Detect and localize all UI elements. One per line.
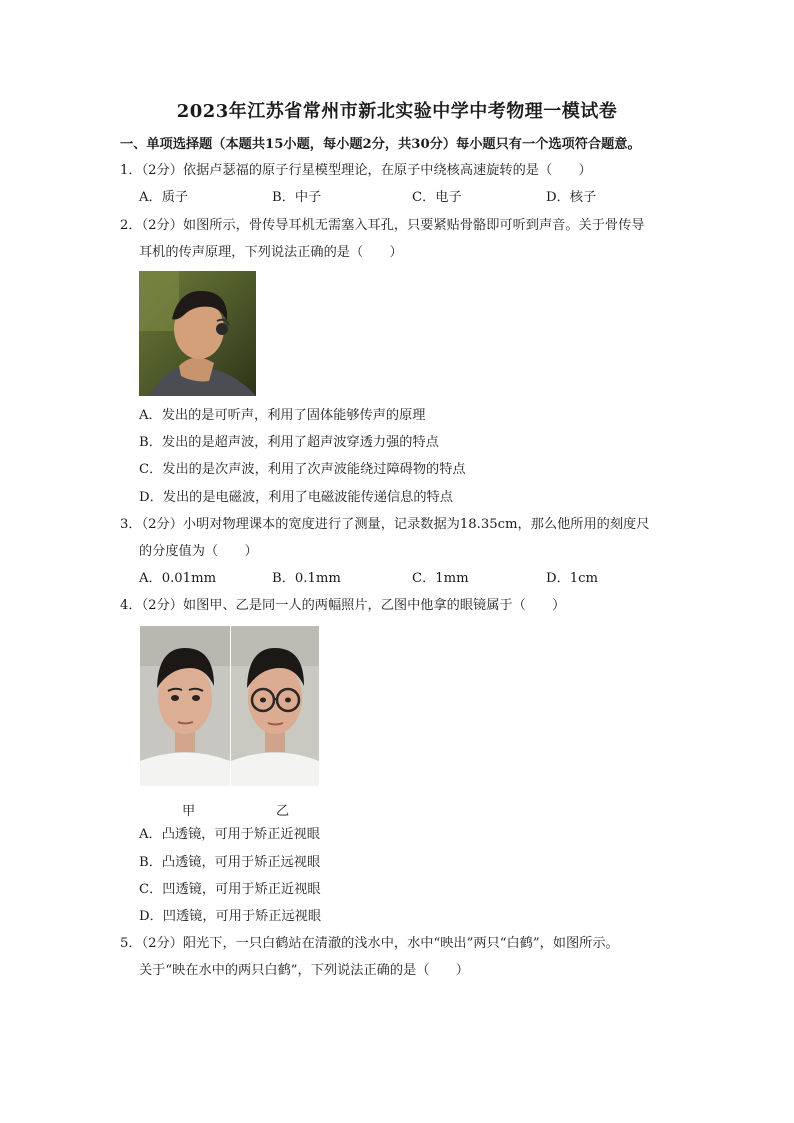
q4-stem: 4．（2分）如图甲、乙是同一人的两幅照片，乙图中他拿的眼镜属于（ ）	[120, 598, 566, 613]
q3-option-c: C．1mm	[412, 571, 469, 586]
q3-stem-line1: 3．（2分）小明对物理课本的宽度进行了测量，记录数据为18.35cm，那么他所用的刻度尺	[120, 517, 650, 532]
q2-option-d: D．发出的是电磁波，利用了电磁波能传递信息的特点	[139, 490, 453, 505]
photo-jia-without-glasses	[140, 626, 230, 786]
q2-option-a: A．发出的是可听声，利用了固体能够传声的原理	[139, 408, 426, 423]
q1-option-b: B．中子	[272, 190, 322, 205]
photo-yi-with-glasses	[231, 626, 319, 786]
q1-option-c: C．电子	[412, 190, 462, 205]
q3-stem-line2: 的分度值为（ ）	[139, 544, 258, 559]
q4-option-b: B．凸透镜，可用于矫正远视眼	[139, 855, 321, 870]
q4-option-a: A．凸透镜，可用于矫正近视眼	[139, 827, 320, 842]
q5-stem-line2: 关于“映在水中的两只白鹤”，下列说法正确的是（ ）	[139, 963, 469, 978]
q1-option-d: D．核子	[546, 190, 597, 205]
q2-stem-line2: 耳机的传声原理，下列说法正确的是（ ）	[139, 245, 403, 260]
q5-stem-line1: 5．（2分）阳光下，一只白鹤站在清澈的浅水中，水中“映出”两只“白鹤”，如图所示。	[120, 936, 619, 951]
q2-option-c: C．发出的是次声波，利用了次声波能绕过障碍物的特点	[139, 462, 466, 477]
caption-jia: 甲	[182, 804, 196, 819]
q2-stem-line1: 2．（2分）如图所示，骨传导耳机无需塞入耳孔，只要紧贴骨骼即可听到声音。关于骨传导	[120, 218, 645, 233]
q4-option-d: D．凹透镜，可用于矫正远视眼	[139, 909, 322, 924]
q3-option-b: B．0.1mm	[272, 571, 341, 586]
q4-option-c: C．凹透镜，可用于矫正近视眼	[139, 882, 321, 897]
q3-option-a: A．0.01mm	[139, 571, 217, 586]
section-heading: 一、单项选择题（本题共15小题，每小题2分，共30分）每小题只有一个选项符合题意。	[120, 137, 641, 152]
q2-option-b: B．发出的是超声波，利用了超声波穿透力强的特点	[139, 435, 439, 450]
exam-title: 2023年江苏省常州市新北实验中学中考物理一模试卷	[176, 101, 618, 122]
bone-conduction-earphone-photo	[139, 271, 256, 396]
caption-yi: 乙	[276, 804, 290, 819]
q1-option-a: A．质子	[139, 190, 189, 205]
q3-option-d: D．1cm	[546, 571, 599, 586]
q1-stem: 1．（2分）依据卢瑟福的原子行星模型理论，在原子中绕核高速旋转的是（ ）	[120, 163, 592, 178]
